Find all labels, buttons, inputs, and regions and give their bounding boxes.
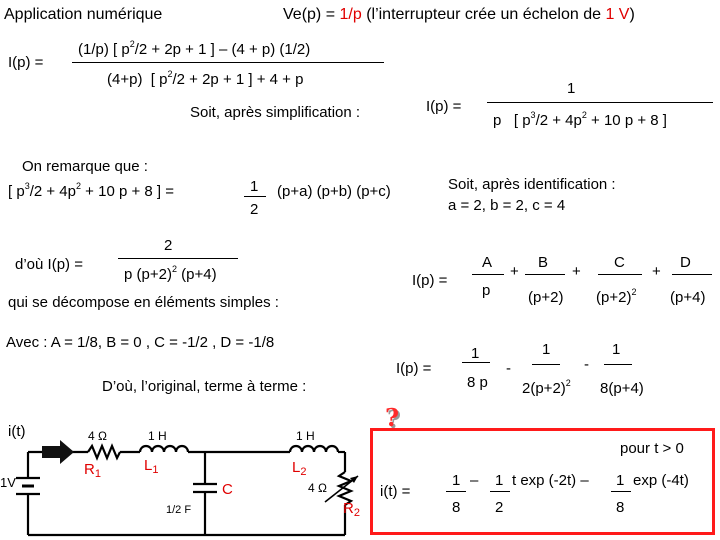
r1-letter: R <box>84 461 95 478</box>
exp: 2 <box>76 181 82 191</box>
l1-name <box>144 457 158 476</box>
r1-name <box>84 461 101 480</box>
r2-name <box>343 500 360 519</box>
dou-den-b: (p+4) <box>176 266 217 283</box>
result-d1: 8 <box>452 499 461 516</box>
ve-note-end: ) <box>629 6 635 23</box>
result-d3: 8 <box>616 499 625 516</box>
simple-C: C <box>614 254 625 271</box>
simplif-den-b: [ p <box>513 112 531 129</box>
l1-sub: 1 <box>152 464 159 476</box>
original-minus-2: - <box>584 356 589 373</box>
original-n3: 1 <box>612 341 621 358</box>
simple-lhs: I(p) = <box>412 272 448 289</box>
result-op1: – <box>470 472 479 489</box>
l2-name <box>292 459 306 478</box>
exp: 2 <box>171 264 177 274</box>
original-d1: 8 p <box>467 374 488 391</box>
result-lhs: i(t) = <box>380 483 411 500</box>
dou-den <box>124 266 217 283</box>
remark-fraction-bar <box>244 196 266 197</box>
remark-expr-b: /2 + 4p <box>29 183 76 200</box>
source-label: 1V <box>0 475 16 490</box>
simple-bar-C <box>598 274 642 275</box>
current-label: i(t) <box>8 423 26 440</box>
l2-sub: 2 <box>300 466 307 478</box>
r1-value: 4 Ω <box>88 429 107 443</box>
remark-label: On remarque que : <box>22 158 148 175</box>
result-term2: t exp (-2t) – <box>512 472 589 489</box>
simple-bar-A <box>472 274 504 275</box>
r2-sub: 2 <box>353 507 360 519</box>
rlc-circuit-diagram <box>0 410 370 540</box>
eq1-den-c: /2 + 2p + 1 ] + 4 + p <box>172 71 304 88</box>
simplif-lhs: I(p) = <box>426 98 462 115</box>
inductor-l1 <box>140 446 188 452</box>
eq1-num-b: [ p <box>113 41 130 58</box>
simple-plus-1: + <box>510 263 519 280</box>
simple-dC <box>596 289 636 306</box>
l2-letter: L <box>292 459 301 476</box>
eq1-numerator <box>78 41 310 58</box>
original-label: D’où, l’original, terme à terme : <box>102 378 307 395</box>
original-d3: 8(p+4) <box>600 380 644 397</box>
l1-value: 1 H <box>148 429 167 443</box>
eq1-den-a: (4+p) <box>107 71 143 88</box>
ve-prefix: Ve(p) = <box>283 6 340 23</box>
simple-plus-3: + <box>652 263 661 280</box>
simplif-den-a: p <box>493 112 502 129</box>
exp: 2 <box>631 287 637 297</box>
simple-bar-B <box>525 274 565 275</box>
exp: 3 <box>24 181 30 191</box>
simple-B: B <box>538 254 549 271</box>
question-mark-icon: ? <box>385 403 400 432</box>
result-n3: 1 <box>616 472 625 489</box>
c-value: 1/2 F <box>166 504 192 516</box>
simplif-fraction-bar <box>487 102 713 103</box>
remark-expr-c: + 10 p + 8 ] = <box>81 183 175 200</box>
ve-value: 1/p <box>339 6 362 23</box>
simple-dB: (p+2) <box>528 289 564 306</box>
coeffs-line: Avec : A = 1/8, B = 0 , C = -1/2 , D = -1/8 <box>6 334 275 351</box>
ve-note-value: 1 V <box>605 6 630 23</box>
result-n1: 1 <box>452 472 461 489</box>
page-title: Application numérique <box>4 6 163 23</box>
simplif-den <box>493 112 667 129</box>
eq1-num-a: (1/p) <box>78 41 109 58</box>
original-minus-1: - <box>506 360 511 377</box>
result-bar-3 <box>611 491 631 492</box>
remark-frac-num: 1 <box>250 178 259 195</box>
original-lhs: I(p) = <box>396 360 432 377</box>
dou-lhs: d’où I(p) = <box>15 256 83 273</box>
ident-line-1: Soit, après identification : <box>448 176 616 193</box>
simplif-num: 1 <box>567 80 576 97</box>
l1-letter: L <box>144 457 153 474</box>
simple-D: D <box>680 254 691 271</box>
exp: 2 <box>129 39 135 49</box>
simple-A: A <box>482 254 493 271</box>
original-bar-1 <box>462 362 490 363</box>
simplif-den-d: + 10 p + 8 ] <box>586 112 667 129</box>
exp: 2 <box>581 110 587 120</box>
original-bar-3 <box>604 364 632 365</box>
ident-line-2: a = 2, b = 2, c = 4 <box>448 197 566 214</box>
remark-expr-a: [ p <box>8 183 25 200</box>
original-n2: 1 <box>542 341 551 358</box>
remark-frac-den: 2 <box>250 201 259 218</box>
simple-dC-text: (p+2) <box>596 289 632 306</box>
result-condition: pour t > 0 <box>620 440 684 457</box>
original-d2-text: 2(p+2) <box>522 380 566 397</box>
dou-den-a: p (p+2) <box>124 266 172 283</box>
dou-fraction-bar <box>118 258 238 259</box>
exp: 3 <box>530 110 536 120</box>
result-d2: 2 <box>495 499 504 516</box>
result-bar-2 <box>490 491 510 492</box>
current-arrow-icon <box>42 440 74 464</box>
eq1-lhs: I(p) = <box>8 54 44 71</box>
exp: 2 <box>167 69 173 79</box>
original-n1: 1 <box>471 345 480 362</box>
simple-dD: (p+4) <box>670 289 706 306</box>
ve-note: (l’interrupteur crée un échelon de <box>366 6 606 23</box>
eq1-den-b: [ p <box>150 71 168 88</box>
inductor-l2 <box>290 446 338 452</box>
r2-value: 4 Ω <box>308 481 327 495</box>
input-signal-line <box>283 6 635 23</box>
result-term3: exp (-4t) <box>633 472 689 489</box>
original-bar-2 <box>532 364 560 365</box>
l2-value: 1 H <box>296 429 315 443</box>
c-name: C <box>222 481 233 498</box>
dou-num: 2 <box>164 237 173 254</box>
simplif-label: Soit, après simplification : <box>190 104 361 121</box>
eq1-num-c: /2 + 2p + 1 ] – (4 + p) (1/2) <box>134 41 311 58</box>
resistor-r1 <box>88 446 120 458</box>
remark-expr <box>8 183 174 200</box>
r1-sub: 1 <box>94 468 101 480</box>
remark-factors: (p+a) (p+b) (p+c) <box>277 183 391 200</box>
result-bar-1 <box>446 491 466 492</box>
eq1-denominator <box>107 71 303 88</box>
result-n2: 1 <box>495 472 504 489</box>
simple-bar-D <box>672 274 712 275</box>
simple-plus-2: + <box>572 263 581 280</box>
r2-letter: R <box>343 500 354 517</box>
eq1-fraction-bar <box>72 62 384 63</box>
simple-dA: p <box>482 282 491 299</box>
decomp-label: qui se décompose en éléments simples : <box>8 294 279 311</box>
exp: 2 <box>565 378 571 388</box>
original-d2 <box>522 380 571 397</box>
simplif-den-c: /2 + 4p <box>535 112 582 129</box>
